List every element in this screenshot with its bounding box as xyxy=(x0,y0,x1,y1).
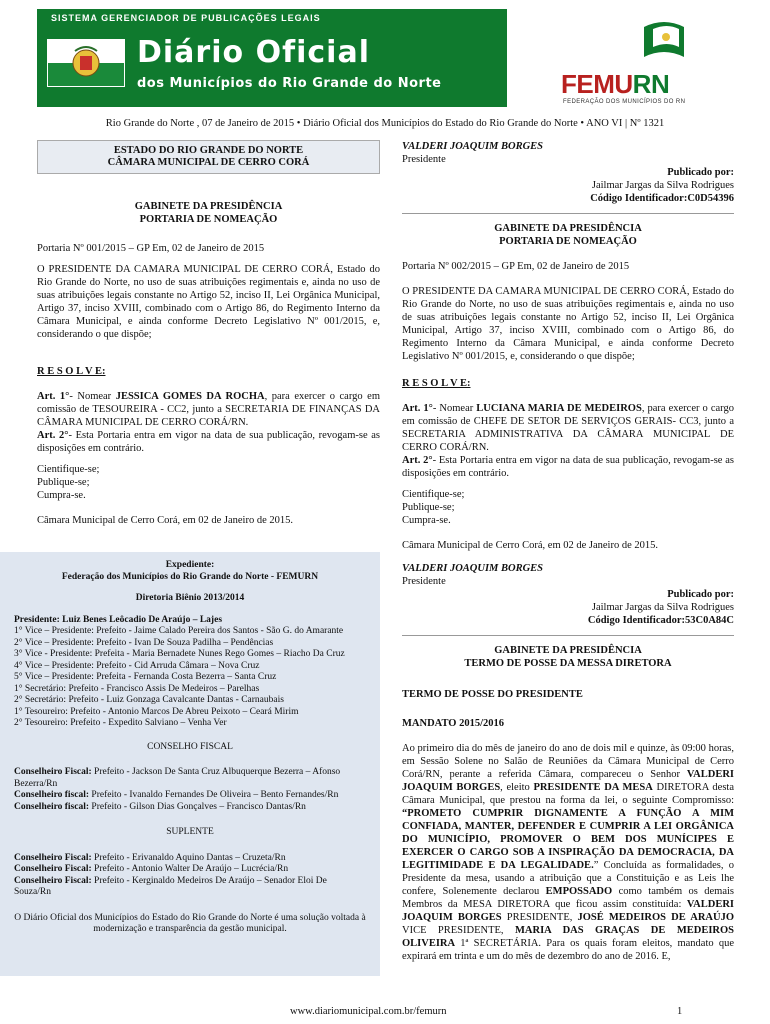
published-by-name: Jailmar Jargas da Silva Rodrigues xyxy=(591,180,734,191)
council-label: Conselheiro Fiscal: xyxy=(14,864,92,874)
termo-body-g: VICE PRESIDENTE, xyxy=(402,925,515,936)
council-line xyxy=(14,767,366,790)
mandato: MANDATO 2015/2016 xyxy=(402,718,504,729)
signature-name: VALDERI JOAQUIM BORGES xyxy=(402,141,544,152)
termo-body-a: Ao primeiro dia do mês de janeiro do ano de dois mil e quinze, às 09:00 horas, em Sessão Solene no Salão de Reuniões da Câmara Municipal de Cerro Corá/RN, perante a referida Câmara, compareceu o Senhor xyxy=(402,743,734,780)
conselho-fiscal-heading: CONSELHO FISCAL xyxy=(147,741,233,752)
art1-text-b: , para exercer o cargo em comissão de TESOUREIRA - CC2, junto a SECRETARIA DE FINANÇAS DA CÂMARA MUNICIPAL DE CERRO CORÁ/RN. xyxy=(37,391,380,428)
art1-appointee: JESSICA GOMES DA ROCHA xyxy=(115,391,265,402)
termo-presidente: TERMO DE POSSE DO PRESIDENTE xyxy=(402,689,583,700)
art1-text-b: , para exercer o cargo em comissão de CHEFE DE SETOR DE SERVIÇOS GERAIS- CC3, junto a SECRETARIA ADMINISTRATIVA DA CÂMARA MUNICIPAL DE CERRO CORÁ/RN. xyxy=(402,403,734,453)
council-member: Prefeito - Erivanaldo Aquino Dantas – Cruzeta/Rn xyxy=(91,852,286,863)
council-label: Conselheiro Fiscal: xyxy=(14,767,92,777)
portaria-title: PORTARIA DE NOMEAÇÃO xyxy=(499,236,637,247)
termo-body-h: 1ª SECRETÁRIA. Para os quais foram eleitos, mandato que expirará em trinta e um do mês de dezembro do ano de 2016. E, xyxy=(402,938,734,962)
left-column xyxy=(37,140,380,535)
officer-line: 1° Vice – Presidente: Prefeito - Jaime Calado Pereira dos Santos - São G. do Amarante xyxy=(14,626,344,636)
right-column xyxy=(402,140,734,971)
masthead xyxy=(37,9,715,107)
expediente-president: Presidente: Luiz Benes Leôcadio De Araújo – Lajes xyxy=(14,614,223,625)
expediente-note: O Diário Oficial dos Municípios do Estado do Rio Grande do Norte é uma solução voltada à modernização e transparência da gestão municipal. xyxy=(14,912,366,934)
resolve-heading: R E S O L V E: xyxy=(37,366,106,377)
divider xyxy=(402,213,734,214)
cumpra: Cumpra-se. xyxy=(37,490,86,501)
art1-text-a: - Nomear xyxy=(432,403,477,414)
council-member: Prefeito - Antonio Walter De Araújo – Lucrécia/Rn xyxy=(91,864,289,874)
officer-line: 4° Vice – Presidente: Prefeito - Cid Arruda Câmara – Nova Cruz xyxy=(14,660,260,671)
chamber-title: CÂMARA MUNICIPAL DE CERRO CORÁ xyxy=(107,157,310,168)
art1-label: Art. 1° xyxy=(402,403,433,414)
council-line xyxy=(14,864,366,876)
divider-2 xyxy=(402,635,734,636)
identifier-code: Código Identificador:C0D54396 xyxy=(590,193,734,204)
officer-line: 5° Vice – Presidente: Prefeita - Fernanda Costa Bezerra – Santa Cruz xyxy=(14,672,277,682)
closing-line: Câmara Municipal de Cerro Corá, em 02 de Janeiro de 2015. xyxy=(37,515,294,526)
dateline: Rio Grande do Norte , 07 de Janeiro de 2015 • Diário Oficial dos Municípios do Estado do Rio Grande do Norte • ANO VI | Nº 1321 xyxy=(105,118,665,129)
gabinete-title-2: GABINETE DA PRESIDÊNCIA xyxy=(494,645,642,656)
officer-line: 1° Tesoureiro: Prefeito - Antonio Marcos De Abreu Peixoto – Ceará Mirim xyxy=(14,706,299,717)
identifier-code-2: Código Identificador:53C0A84C xyxy=(587,615,734,626)
art2-text: - Esta Portaria entra em vigor na data de sua publicação, revogam-se as disposições em contrário. xyxy=(402,455,734,479)
council-line xyxy=(14,853,366,865)
cumpra: Cumpra-se. xyxy=(402,515,451,526)
gabinete-title: GABINETE DA PRESIDÊNCIA xyxy=(494,223,642,234)
officer-line: 3° Vice - Presidente: Prefeita - Maria Bernadete Nunes Rego Gomes – Riacho Da Cruz xyxy=(14,649,345,659)
gabinete-title: GABINETE DA PRESIDÊNCIA xyxy=(134,201,283,212)
masthead-band xyxy=(37,9,507,107)
cientifique: Cientifique-se; xyxy=(37,464,100,475)
art2-label: Art. 2° xyxy=(402,455,433,466)
state-title: ESTADO DO RIO GRANDE DO NORTE xyxy=(113,145,304,156)
termo-body-pm: PRESIDENTE DA MESA xyxy=(533,782,653,793)
rn-flag-icon xyxy=(47,39,125,87)
page-number: 1 xyxy=(677,1006,683,1017)
article-1 xyxy=(37,390,380,429)
art1-text-a: - Nomear xyxy=(69,391,116,402)
council-label: Conselheiro Fiscal: xyxy=(14,852,92,863)
article-2 xyxy=(37,429,380,455)
art2-label: Art. 2° xyxy=(37,430,69,441)
termo-body-c: DIRETORA desta Câmara Municipal, que prestou na forma da lei, o seguinte Compromisso: xyxy=(402,782,734,806)
council-line xyxy=(14,876,366,899)
council-member: Prefeito - Jackson De Santa Cruz Albuquerque Bezerra – Afonso Bezerra/Rn xyxy=(14,767,341,789)
termo-body-n2: VALDERI JOAQUIM BORGES xyxy=(402,899,734,923)
expediente-federation: Federação dos Municípios do Rio Grande do Norte - FEMURN xyxy=(61,571,319,582)
signature-role-2: Presidente xyxy=(402,576,446,587)
femurn-logo xyxy=(549,17,719,107)
art1-label: Art. 1° xyxy=(37,391,70,402)
intro-paragraph: O PRESIDENTE DA CAMARA MUNICIPAL DE CERRO CORÁ, Estado do Rio Grande do Norte, no uso de suas atribuições regimentais e, ainda no uso de suas atribuições legais constante no Artigo 52, inciso II, Lei Orgânica Municipal, Artigo 37, inciso XVIII, combinado com o Artigo 86, do Regimento Interno da Câmara Municipal, e ainda conforme Decreto Legislativo Nº 001/2015, e, considerando o que dispõe; xyxy=(37,264,380,340)
femurn-logo-rn: RN xyxy=(632,69,670,99)
masthead-subtitle: dos Municípios do Rio Grande do Norte xyxy=(137,76,442,91)
art1-appointee: LUCIANA MARIA DE MEDEIROS xyxy=(476,403,642,414)
council-member: Prefeito - Ivanaldo Fernandes De Oliveira – Bento Fernandes/Rn xyxy=(89,790,339,800)
suplente-list xyxy=(14,853,366,899)
published-by-label-2: Publicado por: xyxy=(667,589,734,600)
published-by-name-2: Jailmar Jargas da Silva Rodrigues xyxy=(591,602,734,613)
termo-title: TERMO DE POSSE DA MESSA DIRETORA xyxy=(464,658,672,669)
council-label: Conselheiro fiscal: xyxy=(14,801,90,812)
termo-body-n3: JOSÉ MEDEIROS DE ARAÚJO xyxy=(577,912,734,923)
termo-body xyxy=(402,742,734,963)
council-line xyxy=(14,802,366,814)
portaria-line: Portaria Nº 002/2015 – GP Em, 02 de Janeiro de 2015 xyxy=(402,261,630,272)
termo-body-emp: EMPOSSADO xyxy=(545,886,613,897)
expediente-heading: Expediente: xyxy=(165,560,215,570)
publique: Publique-se; xyxy=(37,477,90,488)
portaria-title: PORTARIA DE NOMEAÇÃO xyxy=(139,214,278,225)
article-1 xyxy=(402,402,734,454)
footer-url[interactable]: www.diariomunicipal.com.br/femurn xyxy=(290,1006,447,1017)
termo-body-e: como também os demais Membros da MESA DIRETORA que ficou assim constituída: xyxy=(402,886,734,910)
officer-line: 1° Secretário: Prefeito - Francisco Assis De Medeiros – Parelhas xyxy=(14,683,260,694)
termo-body-name: VALDERI JOAQUIM BORGES xyxy=(402,769,734,793)
expediente-board: Diretoria Biênio 2013/2014 xyxy=(135,593,245,603)
suplente-heading: SUPLENTE xyxy=(166,827,214,837)
article-2 xyxy=(402,454,734,480)
termo-body-n4: MARIA DAS GRAÇAS DE MEDEIROS OLIVEIRA xyxy=(402,925,734,949)
femurn-logo-text: FEMU xyxy=(561,69,633,99)
left-header-box xyxy=(37,140,380,174)
council-member: Prefeito - Gilson Dias Gonçalves – Francisco Dantas/Rn xyxy=(89,801,306,812)
femurn-logo-sub: FEDERAÇÃO DOS MUNICÍPIOS DO RN xyxy=(563,99,686,105)
portaria-line: Portaria Nº 001/2015 – GP Em, 02 de Janeiro de 2015 xyxy=(37,243,265,254)
expediente-officers xyxy=(14,626,366,730)
expediente-box xyxy=(0,552,380,976)
art2-text: - Esta Portaria entra em vigor na data de sua publicação, revogam-se as disposições em contrário. xyxy=(37,430,380,454)
termo-body-oath: “PROMETO CUMPRIR DIGNAMENTE A FUNÇÃO A MIM CONFIADA, MANTER, DEFENDER E CUMPRIR A LEI ORGÂNICA DO MUNICÍPIO, PROMOVER O BEM DOS MUNÍCIPES E EXERCER O CARGO SOB A INSPIRAÇÃO DA DEMOCRACIA, DA LEGITIMIDADE E DA LEGALIDADE. xyxy=(402,808,734,871)
masthead-title: Diário Oficial xyxy=(137,35,370,70)
closing-line: Câmara Municipal de Cerro Corá, em 02 de Janeiro de 2015. xyxy=(402,540,659,551)
council-member: Prefeito - Kerginaldo Medeiros De Araújo – Senador Eloi De Souza/Rn xyxy=(14,875,327,897)
intro-paragraph: O PRESIDENTE DA CAMARA MUNICIPAL DE CERRO CORÁ, Estado do Rio Grande do Norte, no uso de suas atribuições regimentais e, ainda no uso de suas atribuições legais constante no Artigo 52, inciso II, Lei Orgânica Municipal, Artigo 37, inciso XVIII, combinado com o Artigo 86, do Regimento Interno da Câmara Municipal, e ainda conforme Decreto Legislativo Nº 001/2015, e, considerando o que dispõe; xyxy=(402,286,734,362)
resolve-heading: R E S O L V E: xyxy=(402,378,471,389)
signature-role: Presidente xyxy=(402,154,446,165)
termo-body-d: ” Concluída as formalidades, o Presidente da mesa, usando a atribuição que a Constituição e as Leis lhe confere, Solenemente declarou xyxy=(402,860,734,897)
published-by-label: Publicado por: xyxy=(667,167,734,178)
system-label: SISTEMA GERENCIADOR DE PUBLICAÇÕES LEGAIS xyxy=(51,13,321,23)
officer-line: 2° Secretário: Prefeito - Luiz Gonzaga Cavalcante Dantas - Carnaubais xyxy=(14,695,284,705)
signature-name-2: VALDERI JOAQUIM BORGES xyxy=(402,563,544,574)
council-label: Conselheiro fiscal: xyxy=(14,790,90,800)
officer-line: 2° Vice – Presidente: Prefeito - Ivan De Souza Padilha – Pendências xyxy=(14,637,274,648)
council-label: Conselheiro Fiscal: xyxy=(14,875,92,886)
termo-body-f: PRESIDENTE, xyxy=(501,912,578,923)
conselho-fiscal-list xyxy=(14,767,366,813)
cientifique: Cientifique-se; xyxy=(402,489,465,500)
femurn-flag-icon xyxy=(639,17,699,67)
officer-line: 2° Tesoureiro: Prefeito - Expedito Salviano – Venha Ver xyxy=(14,718,227,728)
publique: Publique-se; xyxy=(402,502,455,513)
council-line xyxy=(14,790,366,802)
termo-body-b: , eleito xyxy=(500,782,534,793)
